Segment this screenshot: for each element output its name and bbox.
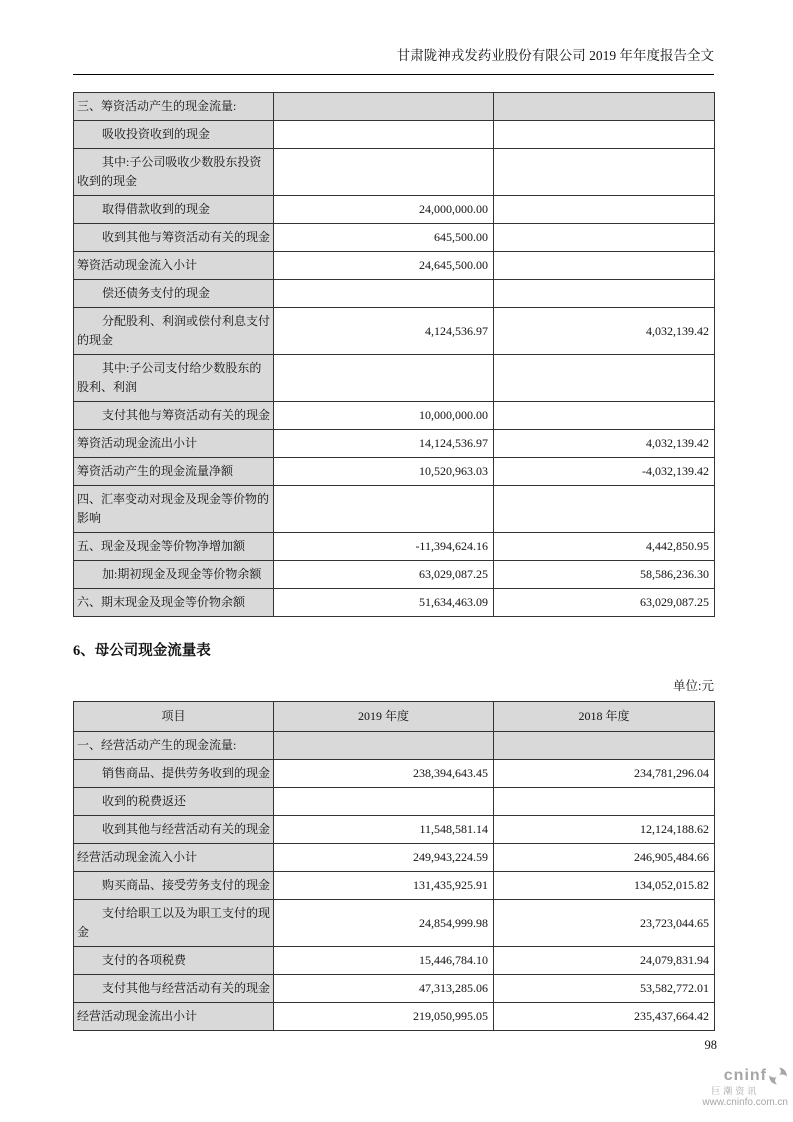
value-2019: 11,548,581.14 bbox=[274, 816, 494, 844]
value-2018 bbox=[494, 149, 715, 196]
table-row bbox=[74, 149, 715, 196]
value-2018: 53,582,772.01 bbox=[494, 975, 715, 1003]
row-label: 经营活动现金流出小计 bbox=[74, 1003, 274, 1031]
table-row bbox=[74, 458, 715, 486]
value-2018: 4,442,850.95 bbox=[494, 533, 715, 561]
table-row bbox=[74, 402, 715, 430]
parent-company-cashflow-table bbox=[73, 701, 715, 1031]
value-2019 bbox=[274, 121, 494, 149]
value-2019: 219,050,995.05 bbox=[274, 1003, 494, 1031]
unit-label: 单位:元 bbox=[673, 679, 714, 693]
cninfo-url: www.cninfo.com.cn bbox=[702, 1097, 788, 1108]
value-2018 bbox=[494, 486, 715, 533]
value-2018: 4,032,139.42 bbox=[494, 308, 715, 355]
value-2018 bbox=[494, 402, 715, 430]
row-label: 筹资活动产生的现金流量净额 bbox=[74, 458, 274, 486]
row-label: 吸收投资收到的现金 bbox=[74, 121, 274, 149]
value-2019 bbox=[274, 93, 494, 121]
table-row bbox=[74, 308, 715, 355]
value-2019: 10,520,963.03 bbox=[274, 458, 494, 486]
value-2019 bbox=[274, 732, 494, 760]
value-2018: -4,032,139.42 bbox=[494, 458, 715, 486]
table-row bbox=[74, 533, 715, 561]
column-header-2018: 2018 年度 bbox=[494, 702, 715, 732]
table-row bbox=[74, 430, 715, 458]
value-2019 bbox=[274, 486, 494, 533]
row-label: 支付的各项税费 bbox=[74, 947, 274, 975]
row-label: 经营活动现金流入小计 bbox=[74, 844, 274, 872]
row-label: 五、现金及现金等价物净增加额 bbox=[74, 533, 274, 561]
row-label: 偿还债务支付的现金 bbox=[74, 280, 274, 308]
table-row bbox=[74, 1003, 715, 1031]
cninfo-logo bbox=[702, 1066, 788, 1109]
value-2018 bbox=[494, 280, 715, 308]
value-2019: 24,645,500.00 bbox=[274, 252, 494, 280]
table-row bbox=[74, 196, 715, 224]
row-label: 销售商品、提供劳务收到的现金 bbox=[74, 760, 274, 788]
table-row bbox=[74, 732, 715, 760]
table-row bbox=[74, 788, 715, 816]
value-2018: 58,586,236.30 bbox=[494, 561, 715, 589]
row-label: 取得借款收到的现金 bbox=[74, 196, 274, 224]
table-row bbox=[74, 816, 715, 844]
row-label: 三、筹资活动产生的现金流量: bbox=[74, 93, 274, 121]
value-2018 bbox=[494, 93, 715, 121]
row-label: 支付给职工以及为职工支付的现金 bbox=[74, 900, 274, 947]
value-2019: 24,854,999.98 bbox=[274, 900, 494, 947]
row-label: 筹资活动现金流入小计 bbox=[74, 252, 274, 280]
value-2019: 15,446,784.10 bbox=[274, 947, 494, 975]
value-2019: 47,313,285.06 bbox=[274, 975, 494, 1003]
value-2019: -11,394,624.16 bbox=[274, 533, 494, 561]
value-2019 bbox=[274, 149, 494, 196]
cninfo-chinese-name: 巨潮资讯 bbox=[711, 1086, 760, 1096]
table-row bbox=[74, 760, 715, 788]
row-label: 收到其他与筹资活动有关的现金 bbox=[74, 224, 274, 252]
table-row bbox=[74, 975, 715, 1003]
row-label: 加:期初现金及现金等价物余额 bbox=[74, 561, 274, 589]
value-2019: 131,435,925.91 bbox=[274, 872, 494, 900]
value-2018: 4,032,139.42 bbox=[494, 430, 715, 458]
value-2019: 645,500.00 bbox=[274, 224, 494, 252]
row-label: 其中:子公司支付给少数股东的股利、利润 bbox=[74, 355, 274, 402]
value-2019: 14,124,536.97 bbox=[274, 430, 494, 458]
table-row bbox=[74, 486, 715, 533]
row-label: 收到的税费返还 bbox=[74, 788, 274, 816]
value-2019 bbox=[274, 788, 494, 816]
value-2018: 12,124,188.62 bbox=[494, 816, 715, 844]
table-row bbox=[74, 589, 715, 617]
row-label: 一、经营活动产生的现金流量: bbox=[74, 732, 274, 760]
value-2018 bbox=[494, 196, 715, 224]
column-header-item: 项目 bbox=[74, 702, 274, 732]
value-2019: 51,634,463.09 bbox=[274, 589, 494, 617]
table-header-row bbox=[74, 702, 715, 732]
value-2018: 235,437,664.42 bbox=[494, 1003, 715, 1031]
column-header-2019: 2019 年度 bbox=[274, 702, 494, 732]
row-label: 支付其他与筹资活动有关的现金 bbox=[74, 402, 274, 430]
value-2019: 24,000,000.00 bbox=[274, 196, 494, 224]
value-2018: 134,052,015.82 bbox=[494, 872, 715, 900]
row-label: 收到其他与经营活动有关的现金 bbox=[74, 816, 274, 844]
cninfo-logo-wordmark: cninf bbox=[723, 1067, 767, 1084]
cninfo-swirl-icon bbox=[768, 1066, 788, 1086]
report-header-title: 甘肃陇神戎发药业股份有限公司 2019 年年度报告全文 bbox=[73, 0, 714, 75]
value-2018: 23,723,044.65 bbox=[494, 900, 715, 947]
table-row bbox=[74, 844, 715, 872]
consolidated-cashflow-table-continued bbox=[73, 92, 715, 617]
value-2018 bbox=[494, 121, 715, 149]
row-label: 六、期末现金及现金等价物余额 bbox=[74, 589, 274, 617]
table-row bbox=[74, 121, 715, 149]
table-row bbox=[74, 224, 715, 252]
table-row bbox=[74, 561, 715, 589]
value-2018: 234,781,296.04 bbox=[494, 760, 715, 788]
row-label: 支付其他与经营活动有关的现金 bbox=[74, 975, 274, 1003]
row-label: 筹资活动现金流出小计 bbox=[74, 430, 274, 458]
row-label: 四、汇率变动对现金及现金等价物的影响 bbox=[74, 486, 274, 533]
section-heading: 6、母公司现金流量表 bbox=[73, 643, 211, 659]
value-2018: 24,079,831.94 bbox=[494, 947, 715, 975]
table-row bbox=[74, 872, 715, 900]
value-2019 bbox=[274, 355, 494, 402]
value-2018: 63,029,087.25 bbox=[494, 589, 715, 617]
row-label: 其中:子公司吸收少数股东投资收到的现金 bbox=[74, 149, 274, 196]
value-2019: 10,000,000.00 bbox=[274, 402, 494, 430]
value-2019: 4,124,536.97 bbox=[274, 308, 494, 355]
page-number: 98 bbox=[704, 1038, 717, 1052]
value-2018 bbox=[494, 788, 715, 816]
table-row bbox=[74, 947, 715, 975]
value-2019: 63,029,087.25 bbox=[274, 561, 494, 589]
value-2018 bbox=[494, 224, 715, 252]
value-2018: 246,905,484.66 bbox=[494, 844, 715, 872]
row-label: 购买商品、接受劳务支付的现金 bbox=[74, 872, 274, 900]
value-2019: 238,394,643.45 bbox=[274, 760, 494, 788]
value-2019 bbox=[274, 280, 494, 308]
row-label: 分配股利、利润或偿付利息支付的现金 bbox=[74, 308, 274, 355]
page-content bbox=[73, 0, 714, 1031]
table-row bbox=[74, 252, 715, 280]
value-2019: 249,943,224.59 bbox=[274, 844, 494, 872]
value-2018 bbox=[494, 732, 715, 760]
table-row bbox=[74, 900, 715, 947]
table-row bbox=[74, 355, 715, 402]
table-row bbox=[74, 280, 715, 308]
value-2018 bbox=[494, 355, 715, 402]
value-2018 bbox=[494, 252, 715, 280]
table-row bbox=[74, 93, 715, 121]
